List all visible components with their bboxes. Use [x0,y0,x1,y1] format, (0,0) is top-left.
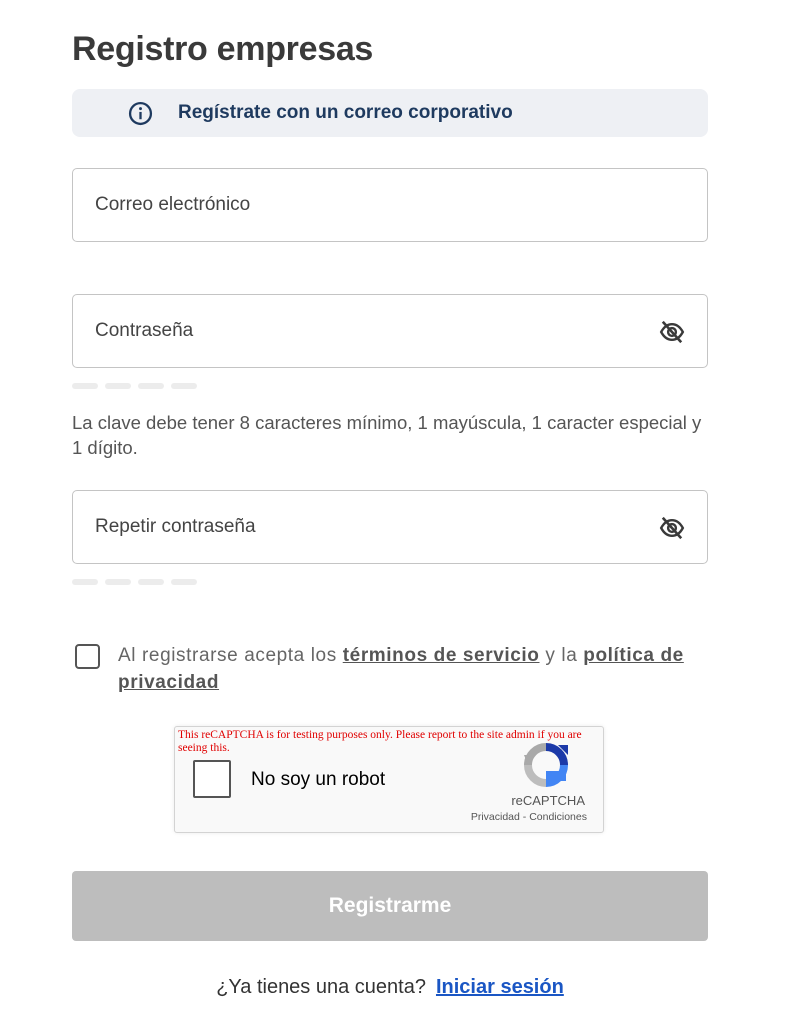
info-banner [72,89,708,137]
recaptcha-brand: reCAPTCHA [511,793,585,808]
repeat-password-field[interactable] [95,491,615,563]
strength-segment [105,579,131,585]
terms-middle: y la [545,645,578,666]
strength-segment [72,383,98,389]
recaptcha-checkbox[interactable] [193,760,231,798]
password-field-container [72,294,708,368]
login-link[interactable]: Iniciar sesión [435,976,564,998]
strength-segment [171,579,197,585]
recaptcha-link-separator: - [519,811,530,823]
eye-slash-icon[interactable] [659,515,685,541]
page-title: Registro empresas [72,30,374,68]
email-field-container [72,168,708,242]
strength-segment [72,579,98,585]
privacy-policy-link[interactable]: política de privacidad [118,645,684,693]
terms-checkbox[interactable] [75,644,100,669]
strength-segment [105,383,131,389]
email-field[interactable] [95,169,615,241]
recaptcha-links [471,811,587,823]
info-circle-icon [128,101,153,126]
login-prompt [0,976,780,999]
terms-of-service-link[interactable]: términos de servicio [342,645,540,666]
recaptcha-terms-link[interactable]: Condiciones [529,811,587,823]
strength-segment [171,383,197,389]
eye-slash-icon[interactable] [659,319,685,345]
strength-segment [138,383,164,389]
terms-prefix: Al registrarse acepta los [118,645,337,666]
strength-segment [138,579,164,585]
recaptcha-widget [174,726,604,833]
recaptcha-label: No soy un robot [251,769,386,790]
register-button[interactable]: Registrarme [72,871,708,941]
login-question: ¿Ya tienes una cuenta? [216,976,426,998]
repeat-password-field-container [72,490,708,564]
password-hint: La clave debe tener 8 caracteres mínimo, 1 mayúscula, 1 caracter especial y 1 dígito. [72,412,702,458]
recaptcha-privacy-link[interactable]: Privacidad [470,811,520,823]
recaptcha-test-warning: This reCAPTCHA is for testing purposes only. Please report to the site admin if you are seeing this. [178,729,582,754]
recaptcha-logo-icon [522,741,570,789]
terms-text [118,642,718,696]
password-field[interactable] [95,295,615,367]
info-banner-text: Regístrate con un correo corporativo [178,102,513,123]
